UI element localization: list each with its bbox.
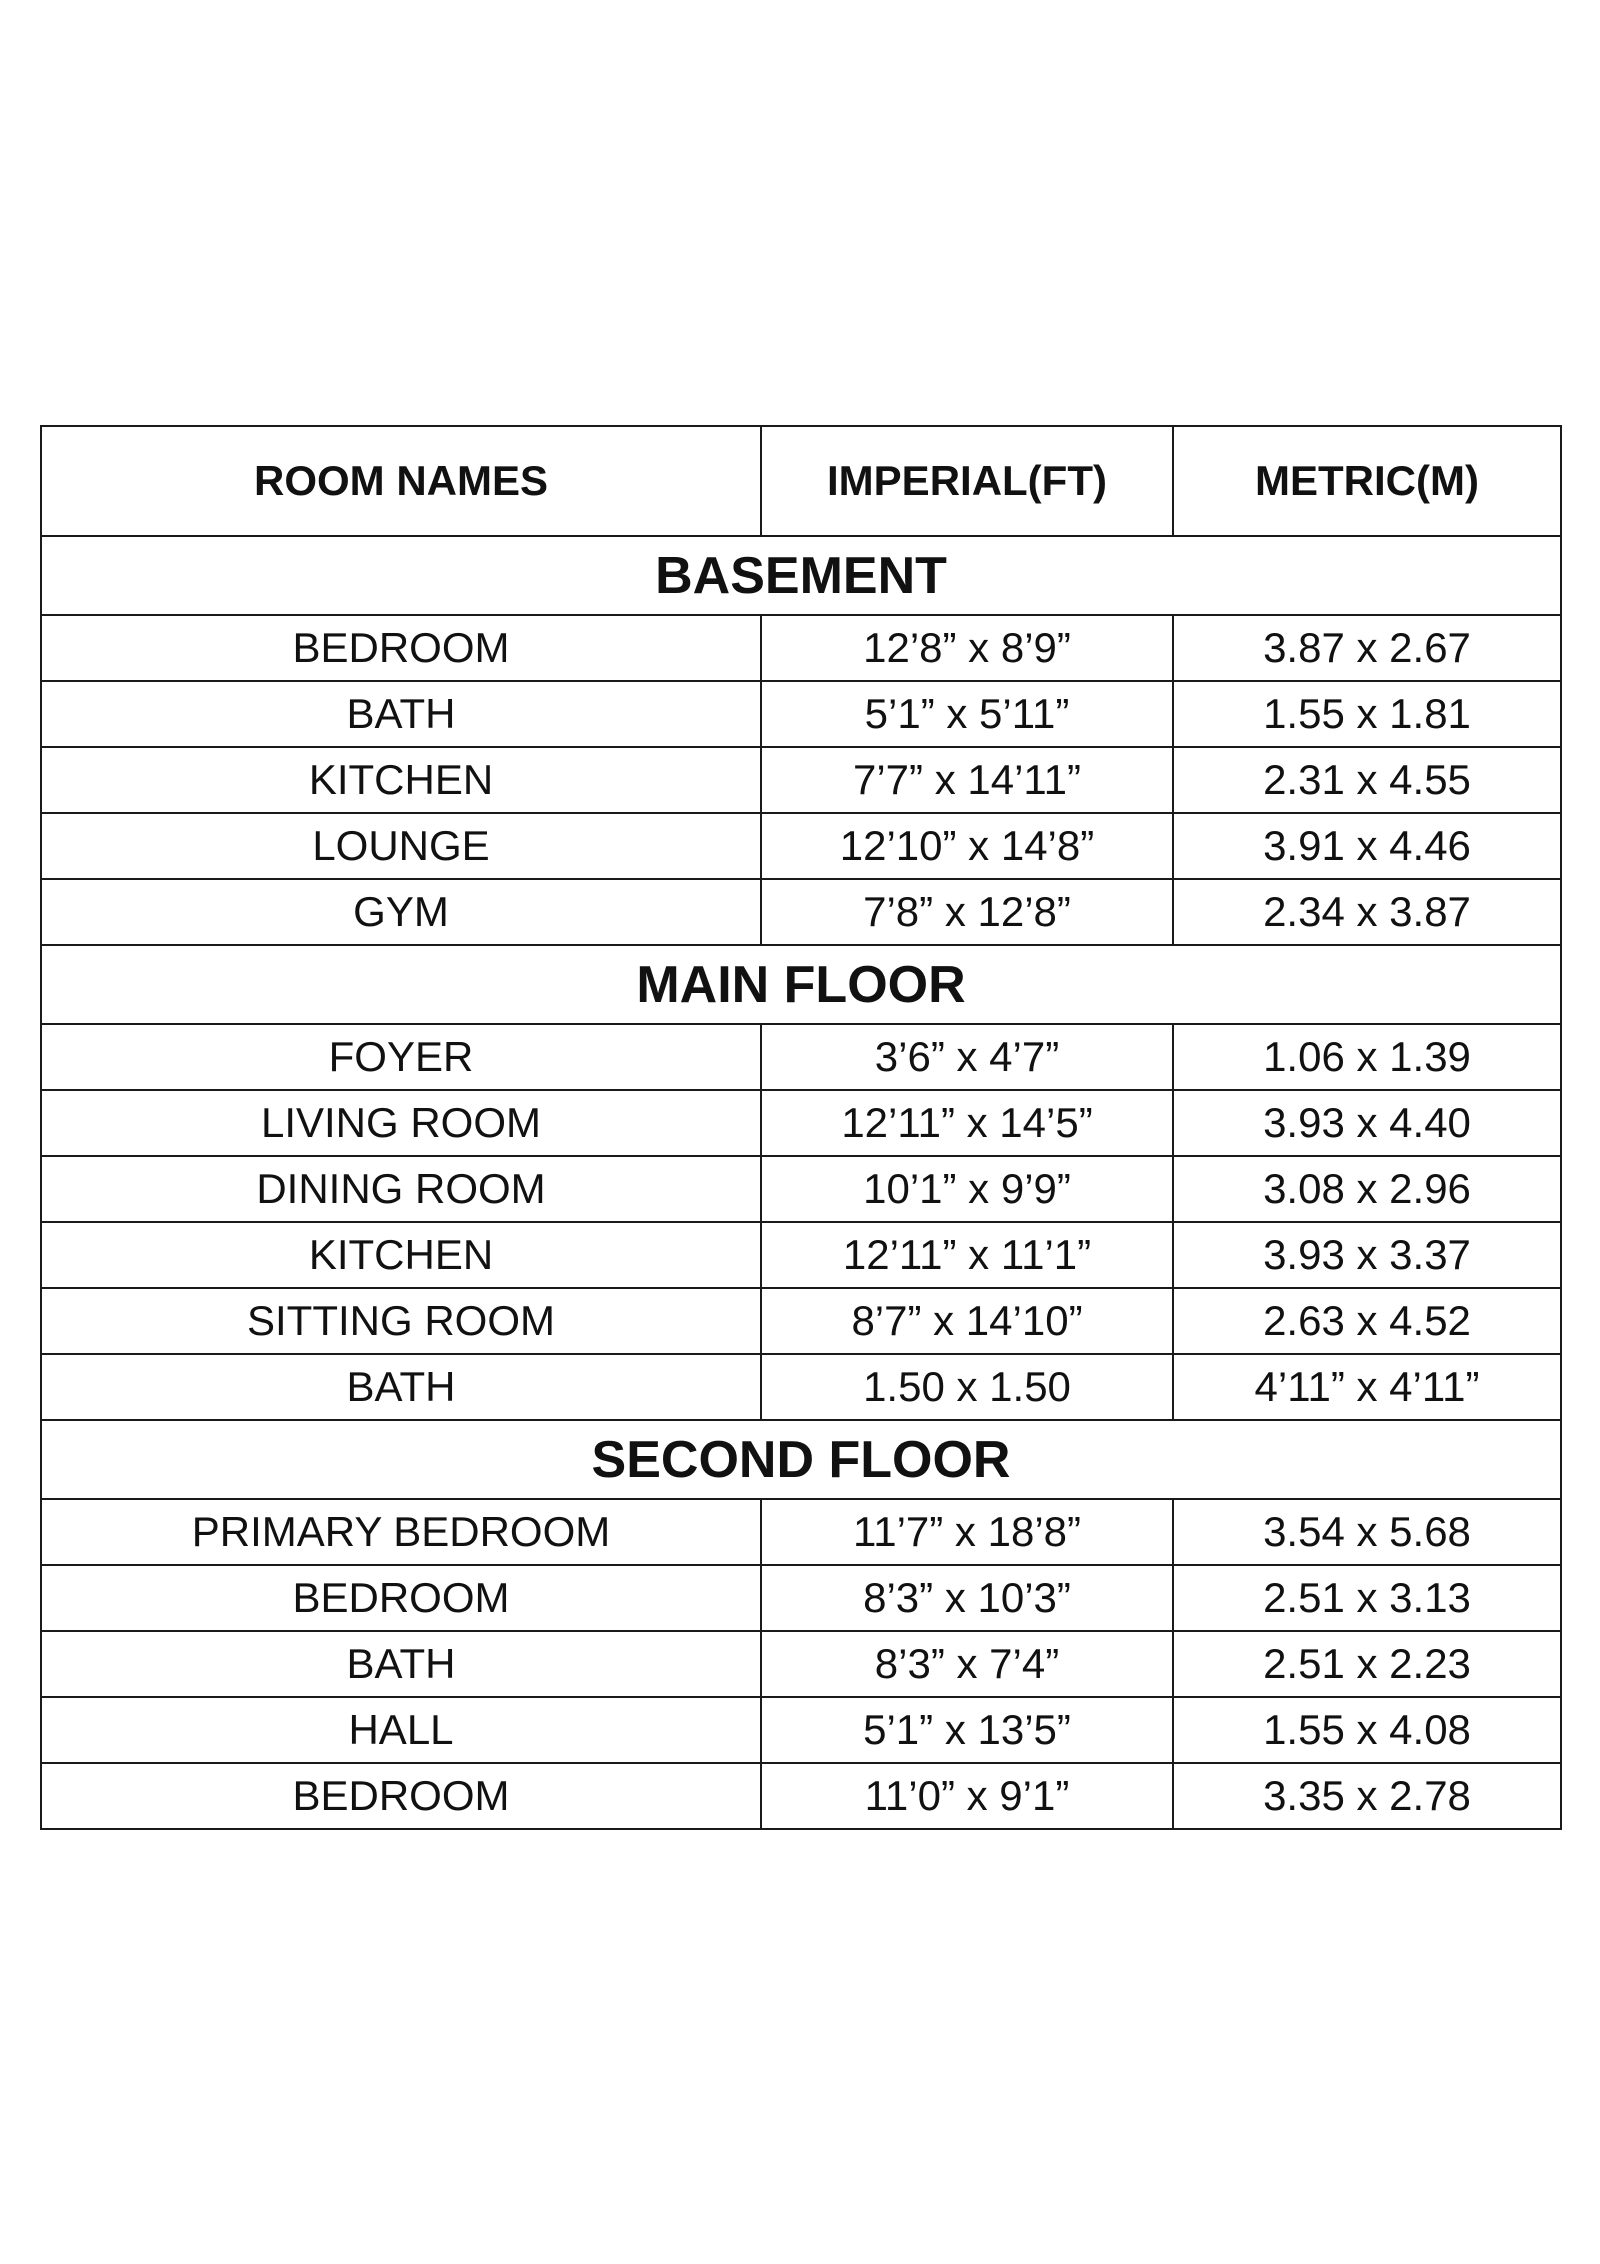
table-row: [41, 1222, 1561, 1288]
section-title: BASEMENT: [41, 536, 1561, 615]
table-row: [41, 1499, 1561, 1565]
table-row: [41, 813, 1561, 879]
room-name-cell: BATH: [41, 681, 761, 747]
room-name-cell: BEDROOM: [41, 1763, 761, 1829]
room-name-cell: LOUNGE: [41, 813, 761, 879]
room-name-cell: BATH: [41, 1354, 761, 1420]
section-row: [41, 536, 1561, 615]
room-name-cell: BATH: [41, 1631, 761, 1697]
table-row: [41, 879, 1561, 945]
table-row: [41, 747, 1561, 813]
room-name-cell: BEDROOM: [41, 615, 761, 681]
imperial-cell: 8’3” x 10’3”: [761, 1565, 1173, 1631]
metric-cell: 2.63 x 4.52: [1173, 1288, 1561, 1354]
metric-cell: 2.31 x 4.55: [1173, 747, 1561, 813]
table-row: [41, 1354, 1561, 1420]
section-row: [41, 945, 1561, 1024]
metric-cell: 3.08 x 2.96: [1173, 1156, 1561, 1222]
room-name-cell: PRIMARY BEDROOM: [41, 1499, 761, 1565]
imperial-cell: 8’7” x 14’10”: [761, 1288, 1173, 1354]
metric-cell: 3.93 x 3.37: [1173, 1222, 1561, 1288]
imperial-cell: 12’11” x 14’5”: [761, 1090, 1173, 1156]
metric-cell: 3.91 x 4.46: [1173, 813, 1561, 879]
metric-cell: 2.51 x 2.23: [1173, 1631, 1561, 1697]
table-row: [41, 1763, 1561, 1829]
table-row: [41, 1288, 1561, 1354]
section-row: [41, 1420, 1561, 1499]
header-imperial: IMPERIAL(FT): [761, 426, 1173, 536]
table-row: [41, 1090, 1561, 1156]
table-header: [41, 426, 1561, 536]
table-row: [41, 1631, 1561, 1697]
metric-cell: 1.06 x 1.39: [1173, 1024, 1561, 1090]
imperial-cell: 11’7” x 18’8”: [761, 1499, 1173, 1565]
table-row: [41, 615, 1561, 681]
imperial-cell: 7’7” x 14’11”: [761, 747, 1173, 813]
metric-cell: 3.87 x 2.67: [1173, 615, 1561, 681]
metric-cell: 1.55 x 1.81: [1173, 681, 1561, 747]
imperial-cell: 3’6” x 4’7”: [761, 1024, 1173, 1090]
header-room-names: ROOM NAMES: [41, 426, 761, 536]
imperial-cell: 1.50 x 1.50: [761, 1354, 1173, 1420]
imperial-cell: 8’3” x 7’4”: [761, 1631, 1173, 1697]
room-name-cell: GYM: [41, 879, 761, 945]
imperial-cell: 7’8” x 12’8”: [761, 879, 1173, 945]
metric-cell: 3.35 x 2.78: [1173, 1763, 1561, 1829]
metric-cell: 2.34 x 3.87: [1173, 879, 1561, 945]
metric-cell: 4’11” x 4’11”: [1173, 1354, 1561, 1420]
table-row: [41, 681, 1561, 747]
section-title: MAIN FLOOR: [41, 945, 1561, 1024]
room-name-cell: HALL: [41, 1697, 761, 1763]
room-name-cell: LIVING ROOM: [41, 1090, 761, 1156]
metric-cell: 3.54 x 5.68: [1173, 1499, 1561, 1565]
room-dimensions-table: [40, 425, 1562, 1830]
room-name-cell: DINING ROOM: [41, 1156, 761, 1222]
imperial-cell: 10’1” x 9’9”: [761, 1156, 1173, 1222]
header-row: [41, 426, 1561, 536]
imperial-cell: 5’1” x 5’11”: [761, 681, 1173, 747]
room-name-cell: KITCHEN: [41, 1222, 761, 1288]
imperial-cell: 5’1” x 13’5”: [761, 1697, 1173, 1763]
table-body: [41, 536, 1561, 1829]
room-name-cell: SITTING ROOM: [41, 1288, 761, 1354]
imperial-cell: 12’10” x 14’8”: [761, 813, 1173, 879]
room-name-cell: FOYER: [41, 1024, 761, 1090]
table-row: [41, 1024, 1561, 1090]
metric-cell: 2.51 x 3.13: [1173, 1565, 1561, 1631]
header-metric: METRIC(M): [1173, 426, 1561, 536]
imperial-cell: 11’0” x 9’1”: [761, 1763, 1173, 1829]
imperial-cell: 12’8” x 8’9”: [761, 615, 1173, 681]
metric-cell: 1.55 x 4.08: [1173, 1697, 1561, 1763]
room-name-cell: BEDROOM: [41, 1565, 761, 1631]
table-row: [41, 1697, 1561, 1763]
table-row: [41, 1565, 1561, 1631]
imperial-cell: 12’11” x 11’1”: [761, 1222, 1173, 1288]
room-name-cell: KITCHEN: [41, 747, 761, 813]
metric-cell: 3.93 x 4.40: [1173, 1090, 1561, 1156]
section-title: SECOND FLOOR: [41, 1420, 1561, 1499]
table-row: [41, 1156, 1561, 1222]
